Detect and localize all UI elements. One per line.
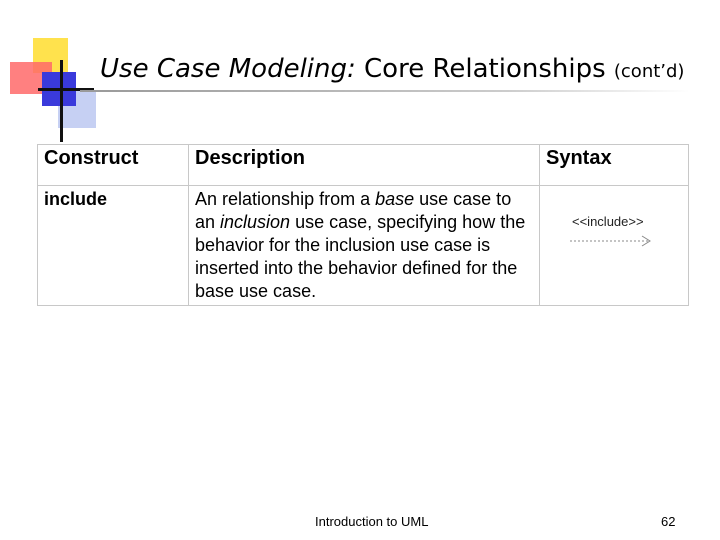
title-suffix: (cont’d)	[613, 61, 685, 82]
description-text-3: use case, specifying how the behavior for the inclusion use case is inserted into the behavior defined for the base use case.	[195, 212, 526, 301]
table-row	[38, 186, 689, 306]
footer-text: Introduction to UML	[315, 514, 429, 529]
header-construct: Construct	[38, 145, 189, 186]
slide-title	[100, 52, 684, 89]
description-cell	[189, 186, 540, 306]
table-header-row	[38, 145, 689, 186]
relationships-table	[37, 144, 689, 306]
description-em-inclusion: inclusion	[220, 212, 291, 232]
title-italic-part: Use Case Modeling:	[100, 54, 356, 84]
include-stereotype-label: <<include>>	[572, 214, 644, 229]
decor-vertical-line	[60, 60, 63, 142]
dashed-arrow-icon	[570, 234, 660, 248]
syntax-cell	[540, 186, 689, 306]
description-text-1: An relationship from a	[195, 189, 376, 209]
title-underline	[80, 90, 690, 92]
title-main-part: Core Relationships	[364, 54, 606, 84]
description-text-2: use case to an	[195, 189, 512, 232]
construct-cell: include	[38, 186, 189, 306]
page-number: 62	[661, 514, 676, 529]
header-description: Description	[189, 145, 540, 186]
description-em-base: base	[375, 189, 415, 209]
header-syntax: Syntax	[540, 145, 689, 186]
